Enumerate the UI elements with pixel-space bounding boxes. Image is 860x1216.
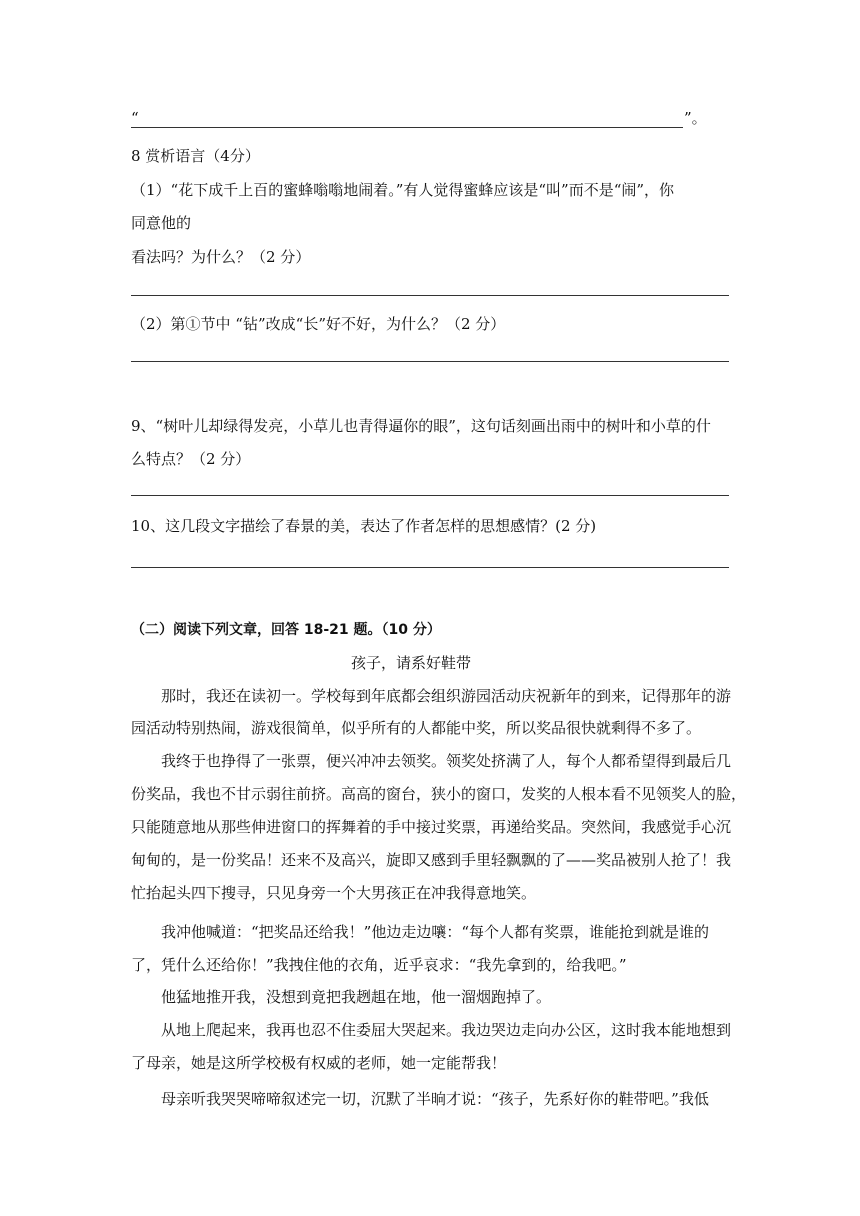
q7-answer-line: [131, 127, 683, 128]
p2-line1: 我终于也挣得了一张票，便兴冲冲去领奖。领奖处挤满了人，每个人都希望得到最后几: [161, 752, 732, 770]
article-title: 孩子，请系好鞋带: [351, 654, 472, 672]
p2-line4: 甸甸的，是一份奖品！还来不及高兴，旋即又感到手里轻飘飘的了——奖品被别人抢了！我: [131, 851, 732, 869]
p1-line1: 那时，我还在读初一。学校每到年底都会组织游园活动庆祝新年的到来，记得那年的游: [161, 687, 732, 705]
p3-line1: 我冲他喊道：“把奖品还给我！”他边走边嚷：“每个人都有奖票，谁能抢到就是谁的: [161, 923, 710, 941]
q9-answer-line: [131, 495, 729, 496]
q8-sub2-answer-line: [131, 361, 729, 362]
q9-line2: 么特点？（2 分）: [131, 450, 251, 468]
q7-open-quote: “: [131, 109, 139, 127]
q8-sub1-answer-line: [131, 295, 729, 296]
q8-sub1-line3: 看法吗？为什么？（2 分）: [131, 248, 311, 266]
q10-line1: 10、这几段文字描绘了春景的美，表达了作者怎样的思想感情？(2 分): [131, 517, 597, 535]
p1-line2: 园活动特别热闹，游戏很简单，似乎所有的人都能中奖，所以奖品很快就剩得不多了。: [131, 719, 702, 737]
p2-line5: 忙抬起头四下搜寻，只见身旁一个大男孩正在冲我得意地笑。: [131, 884, 537, 902]
q8-sub1-line1: （1）“花下成千上百的蜜蜂嗡嗡地闹着。”有人觉得蜜蜂应该是“叫”而不是“闹”，你: [131, 181, 675, 199]
q8-heading: 8 赏析语言（4分）: [131, 147, 260, 165]
q10-answer-line: [131, 567, 729, 568]
p6-line1: 母亲听我哭哭啼啼叙述完一切，沉默了半晌才说：“孩子，先系好你的鞋带吧。”我低: [161, 1090, 709, 1108]
p3-line2: 了，凭什么还给你！”我拽住他的衣角，近乎哀求：“我先拿到的，给我吧。”: [131, 956, 627, 974]
p5-line1: 从地上爬起来，我再也忍不住委屈大哭起来。我边哭边走向办公区，这时我本能地想到: [161, 1021, 732, 1039]
p2-line3: 只能随意地从那些伸进窗口的挥舞着的手中接过奖票，再递给奖品。突然间，我感觉手心沉: [131, 818, 732, 836]
p4-line1: 他猛地推开我，没想到竟把我趔趄在地，他一溜烟跑掉了。: [161, 988, 552, 1006]
q9-line1: 9、“树叶儿却绿得发亮，小草儿也青得逼你的眼”，这句话刻画出雨中的树叶和小草的什: [131, 417, 711, 435]
p5-line2: 了母亲，她是这所学校极有权威的老师，她一定能帮我！: [131, 1054, 507, 1072]
section2-heading: （二）阅读下列文章，回答 18-21 题。（10 分）: [131, 622, 441, 638]
q7-close-quote: ”。: [684, 109, 707, 127]
q8-sub2: （2）第①节中 “钻”改成“长”好不好，为什么？（2 分）: [131, 315, 506, 333]
q8-sub1-line2: 同意他的: [131, 214, 192, 232]
p2-line2: 份奖品，我也不甘示弱往前挤。高高的窗台，狭小的窗口，发奖的人根本看不见领奖人的脸，: [131, 785, 747, 803]
